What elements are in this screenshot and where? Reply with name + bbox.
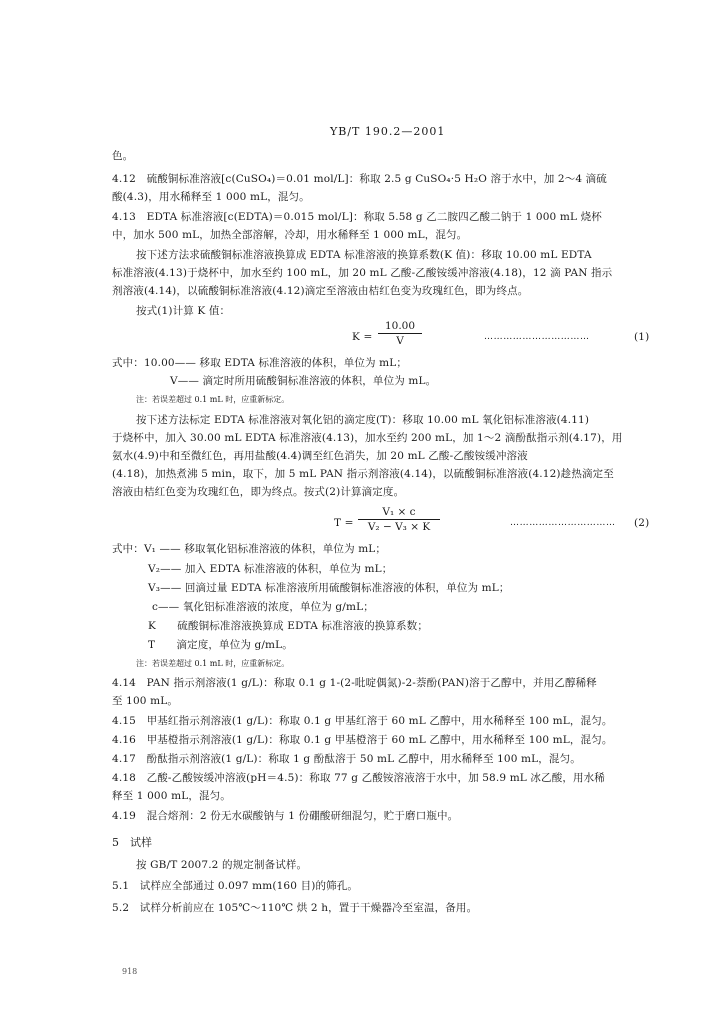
note: 注：若误差超过 0.1 mL 时，应重新标定。 xyxy=(136,659,290,668)
clause-4-16: 4.16 甲基橙指示剂溶液(1 g/L)：称取 0.1 g 甲基橙溶于 60 mL 乙醇中，用水稀释至 100 mL，混匀。 xyxy=(112,734,613,746)
text-line: 标准溶液(4.13)于烧杯中，加水至约 100 mL，加 20 mL 乙酸-乙酸铵缓冲溶液(4.18)，12 滴 PAN 指示 xyxy=(112,267,613,279)
text-line: 按下述方法求硫酸铜标准溶液换算成 EDTA 标准溶液的换算系数(K 值)：移取 10.00 mL EDTA xyxy=(136,249,592,261)
text-line: (4.18)，加热煮沸 5 min，取下，加 5 mL PAN 指示剂溶液(4.14)，以硫酸铜标准溶液(4.12)趁热滴定至 xyxy=(112,468,614,480)
section-heading: 5 试样 xyxy=(112,836,152,849)
formula-2-numerator: V₁ × c xyxy=(382,506,416,518)
text-line: 酸(4.3)，用水稀释至 1 000 mL，混匀。 xyxy=(112,191,310,203)
clause-5-1: 5.1 试样应全部通过 0.097 mm(160 目)的筛孔。 xyxy=(112,880,359,892)
text-line: 式中：V₁ —— 移取氧化铝标准溶液的体积，单位为 mL； xyxy=(112,543,387,555)
clause-4-14: 4.14 PAN 指示剂溶液(1 g/L)：称取 0.1 g 1-(2-吡啶偶氮)-2-萘酚(PAN)溶于乙醇中，并用乙醇稀释 xyxy=(112,677,597,689)
clause-4-19: 4.19 混合熔剂：2 份无水碳酸钠与 1 份硼酸研细混匀，贮于磨口瓶中。 xyxy=(112,810,459,822)
text-line: 中，加水 500 mL，加热全部溶解，冷却，用水稀释至 1 000 mL，混匀。 xyxy=(112,229,468,241)
formula-2-number: (2) xyxy=(634,517,650,529)
formula-1-dots: …………………………… xyxy=(484,332,590,342)
text-line: 色。 xyxy=(112,150,134,162)
page-header: YB/T 190.2—2001 xyxy=(330,125,446,138)
clause-4-12: 4.12 硫酸铜标准溶液[c(CuSO₄)＝0.01 mol/L]：称取 2.5 g CuSO₄·5 H₂O 溶于水中，加 2～4 滴硫 xyxy=(112,173,607,185)
formula-1-number: (1) xyxy=(634,331,650,343)
text-line: c—— 氧化铝标准溶液的浓度，单位为 g/mL； xyxy=(152,601,374,613)
clause-4-17: 4.17 酚酞指示剂溶液(1 g/L)：称取 1 g 酚酞溶于 50 mL 乙醇中，用水稀释至 100 mL，混匀。 xyxy=(112,753,581,765)
formula-1-fraction xyxy=(378,320,422,347)
text-line: 释至 1 000 mL，混匀。 xyxy=(112,790,231,802)
text-line: 至 100 mL。 xyxy=(112,695,178,707)
text-line: 按 GB/T 2007.2 的规定制备试样。 xyxy=(136,859,308,871)
fraction-bar xyxy=(358,519,440,520)
page-number: 918 xyxy=(122,967,138,976)
text-line: 按下述方法标定 EDTA 标准溶液对氧化铝的滴定度(T)：移取 10.00 mL 氧化铝标准溶液(4.11) xyxy=(136,414,590,426)
text-line: K 硫酸铜标准溶液换算成 EDTA 标准溶液的换算系数； xyxy=(148,620,428,632)
clause-5-2: 5.2 试样分析前应在 105℃～110℃ 烘 2 h，置于干燥器冷至室温，备用。 xyxy=(112,902,478,914)
text-line: 溶液由桔红色变为玫瑰红色，即为终点。按式(2)计算滴定度。 xyxy=(112,486,405,498)
text-line: 按式(1)计算 K 值： xyxy=(136,305,231,317)
text-line: V—— 滴定时所用硫酸铜标准溶液的体积，单位为 mL。 xyxy=(170,375,437,387)
text-line: T 滴定度，单位为 g/mL。 xyxy=(148,639,293,651)
formula-2-fraction xyxy=(358,506,440,533)
formula-1-denominator: V xyxy=(396,335,404,347)
formula-2-denominator: V₂ − V₃ × K xyxy=(367,521,431,533)
text-line: 于烧杯中，加入 30.00 mL EDTA 标准溶液(4.13)，加水至约 200 mL，加 1～2 滴酚酞指示剂(4.17)，用 xyxy=(112,432,623,444)
text-line: 剂溶液(4.14)，以硫酸铜标准溶液(4.12)滴定至溶液由桔红色变为玫瑰红色，即为终点。 xyxy=(112,285,529,297)
formula-2-dots: …………………………… xyxy=(510,518,616,528)
formula-2-lhs: T = xyxy=(334,517,354,529)
formula-1-numerator: 10.00 xyxy=(384,320,416,332)
formula-1-lhs: K = xyxy=(352,331,373,343)
text-line: 氨水(4.9)中和至微红色，再用盐酸(4.4)调至红色消失，加 20 mL 乙酸-乙酸铵缓冲溶液 xyxy=(112,450,528,462)
text-line: V₃—— 回滴过量 EDTA 标准溶液所用硫酸铜标准溶液的体积，单位为 mL； xyxy=(148,582,510,594)
text-line: 式中：10.00—— 移取 EDTA 标准溶液的体积，单位为 mL； xyxy=(112,357,408,369)
clause-4-13: 4.13 EDTA 标准溶液[c(EDTA)＝0.015 mol/L]：称取 5.58 g 乙二胺四乙酸二钠于 1 000 mL 烧杯 xyxy=(112,211,602,223)
text-line: V₂—— 加入 EDTA 标准溶液的体积，单位为 mL； xyxy=(148,563,393,575)
clause-4-15: 4.15 甲基红指示剂溶液(1 g/L)：称取 0.1 g 甲基红溶于 60 mL 乙醇中，用水稀释至 100 mL，混匀。 xyxy=(112,715,613,727)
fraction-bar xyxy=(378,333,422,334)
note: 注：若误差超过 0.1 mL 时，应重新标定。 xyxy=(136,395,290,404)
clause-4-18: 4.18 乙酸-乙酸铵缓冲溶液(pH＝4.5)：称取 77 g 乙酸铵溶液溶于水中，加 58.9 mL 冰乙酸，用水稀 xyxy=(112,772,605,784)
